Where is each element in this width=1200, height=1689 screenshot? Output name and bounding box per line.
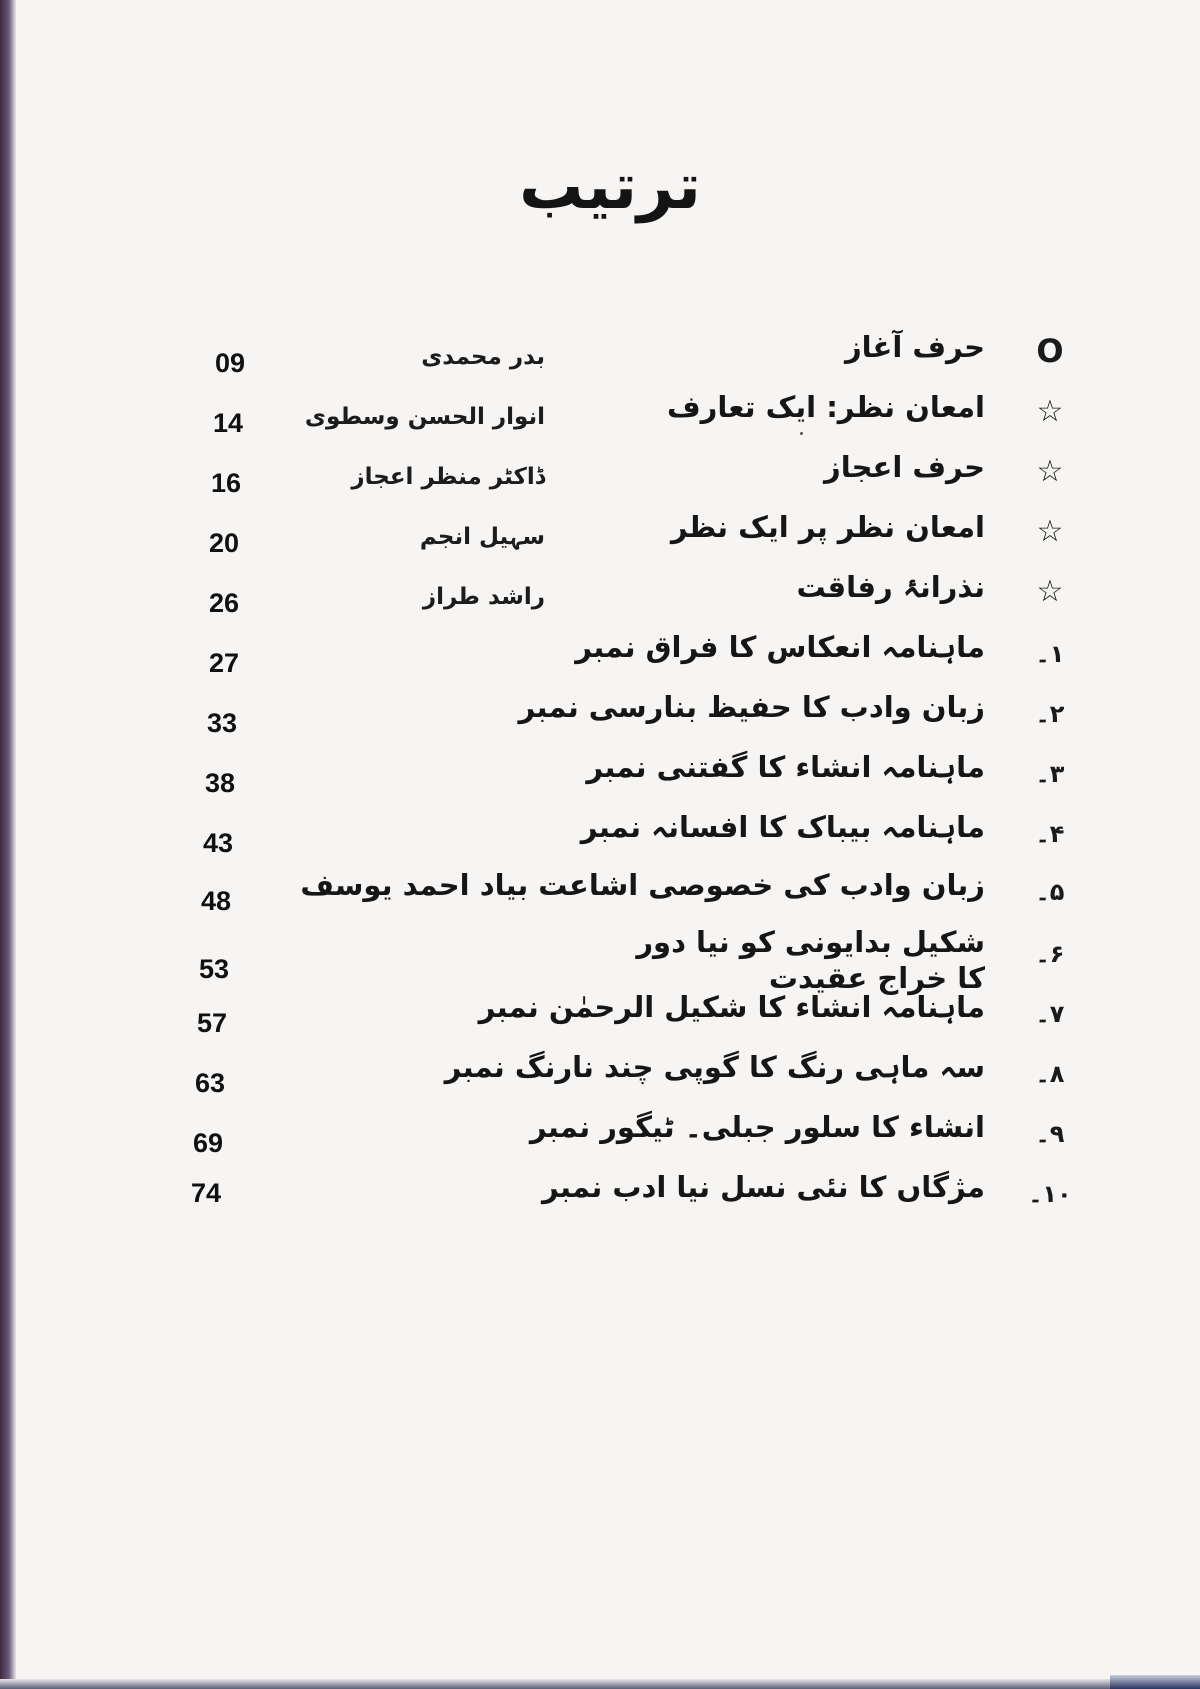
entry-number: ۷۔: [1035, 1000, 1065, 1028]
page-number: 38: [204, 768, 236, 798]
toc-row[interactable]: [0, 750, 1200, 800]
entry-number: ۱۰۔: [1028, 1180, 1072, 1208]
page-number: 14: [212, 408, 244, 438]
entry-number: ۵۔: [1035, 878, 1065, 906]
page-title: ترتیب: [519, 150, 701, 224]
toc-row[interactable]: [0, 990, 1200, 1040]
entry-title: حرف آغاز: [844, 330, 985, 364]
page-number: 27: [208, 648, 240, 678]
entry-title: ماہنامہ انشاء کا گفتنی نمبر: [586, 750, 985, 784]
page-number: 16: [210, 468, 242, 498]
toc-row[interactable]: [0, 390, 1200, 440]
page-number: 26: [208, 588, 240, 618]
entry-number: ۴۔: [1035, 820, 1065, 848]
toc-row[interactable]: [0, 570, 1200, 620]
entry-number: ۶۔: [1035, 940, 1065, 968]
page-number: 53: [198, 954, 230, 984]
star-bullet-icon: ☆: [1036, 514, 1064, 549]
toc-row[interactable]: [0, 868, 1200, 918]
entry-title: زبان وادب کی خصوصی اشاعت بیاد احمد یوسف: [300, 868, 985, 902]
entry-title: شکیل بدایونی کو نیا دور کا خراج عقیدت: [636, 925, 985, 996]
toc-row[interactable]: [0, 1050, 1200, 1100]
entry-author: راشد طراز: [422, 584, 545, 610]
entry-title: نذرانۂ رفاقت: [796, 570, 985, 604]
toc-row[interactable]: [0, 810, 1200, 860]
page-number: 69: [192, 1128, 224, 1158]
page-number: 43: [202, 828, 234, 858]
star-bullet-icon: ☆: [1036, 574, 1064, 609]
entry-title: ماہنامہ انعکاس کا فراق نمبر: [575, 630, 985, 664]
page-number: 33: [206, 708, 238, 738]
toc-row[interactable]: [0, 1170, 1200, 1220]
entry-number: ۲۔: [1035, 700, 1065, 728]
page-number: 20: [208, 528, 240, 558]
entry-title: مژگاں کا نئی نسل نیا ادب نمبر: [542, 1170, 985, 1204]
entry-number: ۱۔: [1035, 640, 1065, 668]
entry-title: ماہنامہ انشاء کا شکیل الرحمٰن نمبر: [478, 990, 985, 1024]
entry-number: ۳۔: [1035, 760, 1065, 788]
star-bullet-icon: ☆: [1036, 394, 1064, 429]
toc-row[interactable]: [0, 690, 1200, 740]
page-number: 74: [190, 1178, 222, 1208]
page-number: 57: [196, 1008, 228, 1038]
entry-title: امعان نظر پر ایک نظر: [670, 510, 985, 544]
toc-row[interactable]: [0, 925, 1200, 996]
entry-number: ۹۔: [1035, 1120, 1065, 1148]
entry-title: زبان وادب کا حفیظ بنارسی نمبر: [518, 690, 985, 724]
entry-author: بدر محمدی: [421, 344, 545, 370]
entry-title: سہ ماہی رنگ کا گوپی چند نارنگ نمبر: [444, 1050, 985, 1084]
toc-row[interactable]: [0, 330, 1200, 380]
toc-row[interactable]: [0, 630, 1200, 680]
entry-number: ۸۔: [1035, 1060, 1065, 1088]
toc-row[interactable]: [0, 1110, 1200, 1160]
star-bullet-icon: ☆: [1036, 454, 1064, 489]
page-number: 09: [214, 348, 246, 378]
toc-row[interactable]: [0, 510, 1200, 560]
toc-row[interactable]: [0, 450, 1200, 500]
entry-title: حرف اعجاز: [824, 450, 985, 484]
page-number: 48: [200, 886, 232, 916]
page-number: 63: [194, 1068, 226, 1098]
entry-title: انشاء کا سلور جبلی۔ ٹیگور نمبر: [529, 1110, 985, 1144]
ink-speck: [800, 432, 803, 435]
entry-author: ڈاکٹر منظر اعجاز: [351, 464, 545, 490]
entry-title: امعان نظر: ایک تعارف: [666, 390, 985, 424]
entry-title: ماہنامہ بیباک کا افسانہ نمبر: [580, 810, 985, 844]
entry-author: سہیل انجم: [419, 524, 545, 550]
entry-author: انوار الحسن وسطوی: [304, 404, 545, 430]
circle-bullet-icon: O: [1036, 332, 1064, 370]
